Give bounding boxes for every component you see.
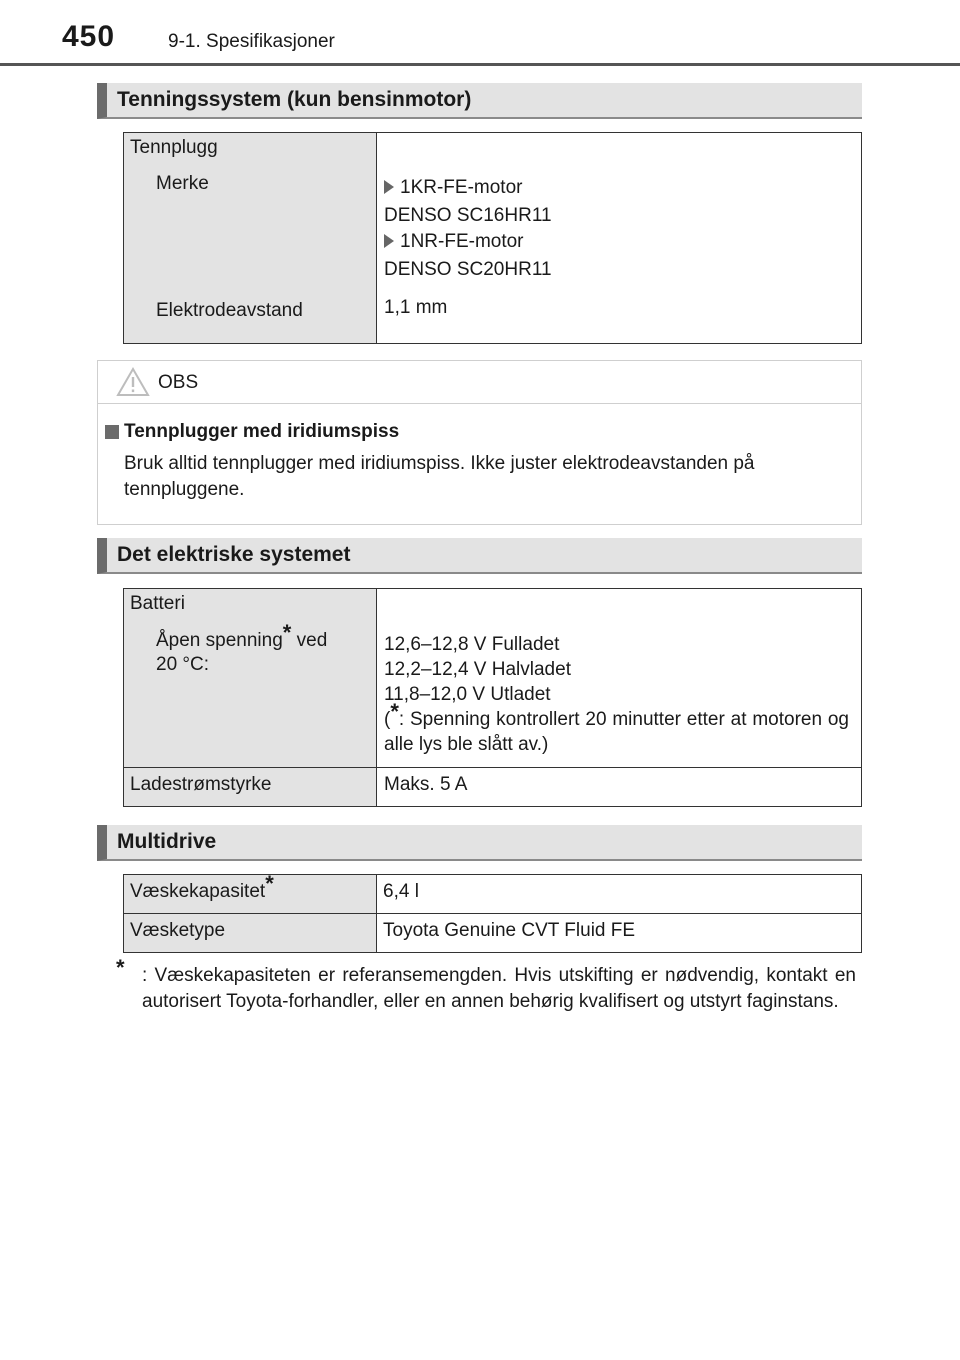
voltage-full: 12,6–12,8 V Fulladet — [384, 634, 560, 655]
page-number: 450 — [62, 20, 116, 53]
type-value-cell — [377, 914, 862, 953]
notice-label: OBS — [158, 372, 199, 393]
current-value: Maks. 5 A — [384, 774, 468, 795]
capacity-label: Væskekapasitet* — [130, 871, 274, 902]
triangle-bullet-icon — [384, 180, 394, 194]
voltage-half: 12,2–12,4 V Halvladet — [384, 659, 571, 680]
electrical-table — [123, 588, 862, 807]
page-header — [0, 0, 960, 66]
open-voltage-label: Åpen spenning* ved 20 °C: — [156, 620, 328, 675]
table-row — [124, 133, 862, 344]
gap-value: 1,1 mm — [384, 297, 448, 318]
triangle-bullet-icon — [384, 234, 394, 248]
ignition-label-cell — [124, 133, 377, 344]
voltage-note: (*: Spenning kontrollert 20 minutter etter at motoren og alle lys ble slått av.) — [384, 699, 849, 755]
square-bullet-icon — [105, 425, 119, 439]
capacity-value: 6,4 l — [383, 881, 419, 902]
list-item — [384, 177, 854, 199]
type-value: Toyota Genuine CVT Fluid FE — [383, 920, 636, 941]
ignition-value-cell — [377, 133, 862, 344]
voltage-empty: 11,8–12,0 V Utladet — [384, 684, 551, 705]
notice-header — [98, 361, 861, 404]
footnote-marker: * — [116, 955, 125, 980]
engine-1nr: 1NR-FE-motor — [400, 231, 524, 252]
section-title-ignition: Tenningssystem (kun bensinmotor) — [97, 83, 862, 119]
section-title-multidrive: Multidrive — [97, 825, 862, 861]
table-row — [124, 589, 862, 768]
spark-plug-label: Tennplugg — [130, 137, 218, 158]
ignition-table — [123, 132, 862, 344]
table-row — [124, 768, 862, 807]
battery-value-cell — [377, 589, 862, 768]
battery-label-cell — [124, 589, 377, 768]
notice-body: Bruk alltid tennplugger med iridiumspiss. Ikke juster elektrodeavstanden på tennpluggene. — [124, 453, 755, 500]
plug-1kr: DENSO SC16HR11 — [384, 205, 552, 226]
table-row — [124, 914, 862, 953]
capacity-value-cell — [377, 875, 862, 914]
brand-label: Merke — [156, 173, 209, 194]
current-label: Ladestrømstyrke — [130, 774, 272, 795]
section-title-electrical: Det elektriske systemet — [97, 538, 862, 574]
current-value-cell — [377, 768, 862, 807]
footnote-text: : Væskekapasiteten er referansemengden. Hvis utskifting er nødvendig, kontakt en autorisert Toyota-forhandler, eller en annen behørig kvalifisert og utstyrt faginstans. — [142, 965, 856, 1012]
battery-label: Batteri — [130, 593, 185, 614]
plug-1nr: DENSO SC20HR11 — [384, 259, 552, 280]
type-label: Væsketype — [130, 920, 226, 941]
current-label-cell — [124, 768, 377, 807]
list-item — [384, 231, 854, 253]
header-divider — [0, 63, 960, 66]
gap-label: Elektrodeavstand — [156, 300, 303, 321]
warning-triangle-icon — [116, 367, 150, 397]
footnote — [116, 955, 856, 1015]
multidrive-table — [123, 871, 862, 953]
table-row — [124, 875, 862, 914]
type-label-cell — [124, 914, 377, 953]
notice-title: Tennplugger med iridiumspiss — [124, 421, 400, 442]
engine-1kr: 1KR-FE-motor — [400, 177, 523, 198]
chapter-title: 9-1. Spesifikasjoner — [168, 31, 335, 52]
notice-box — [97, 360, 862, 525]
capacity-label-cell — [124, 871, 377, 914]
